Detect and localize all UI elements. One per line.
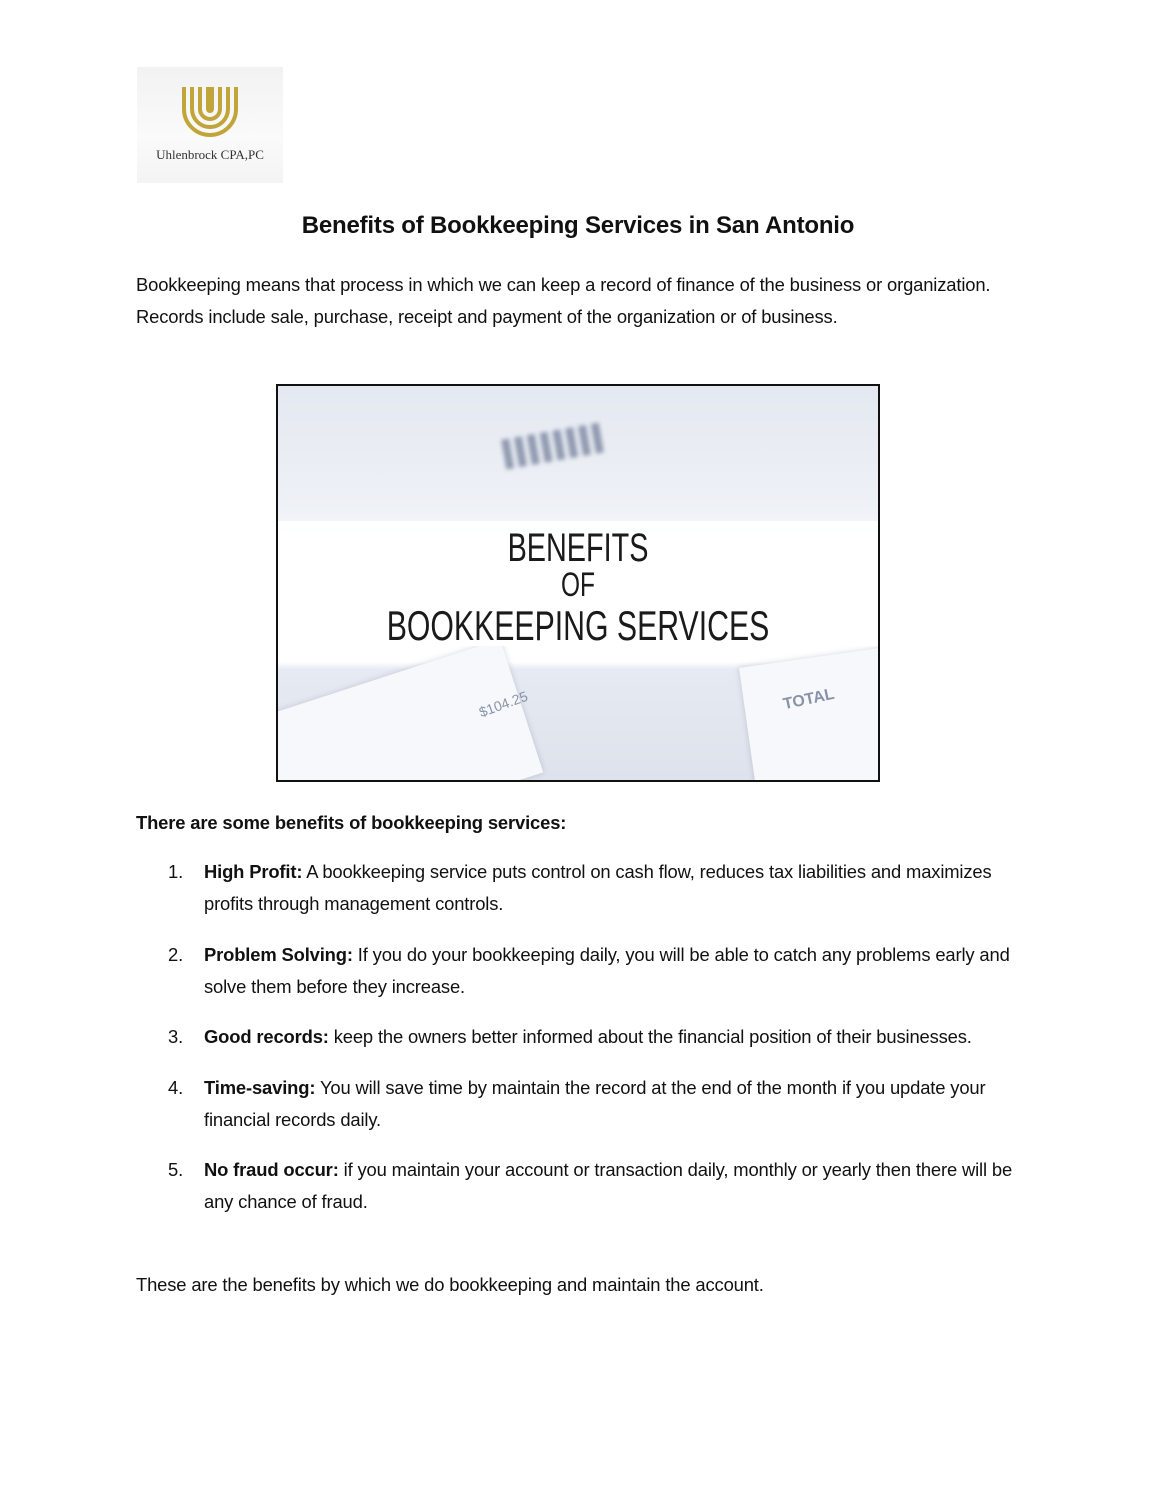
list-item [136, 1021, 1016, 1053]
closing-paragraph: These are the benefits by which we do bookkeeping and maintain the account. [136, 1274, 764, 1295]
item-number: 4. [168, 1076, 184, 1098]
benefits-subheading: There are some benefits of bookkeeping services: [136, 812, 567, 833]
page-title: Benefits of Bookkeeping Services in San Antonio [301, 212, 855, 239]
benefits-banner-image [276, 384, 880, 782]
banner-line-2: OF [561, 566, 595, 604]
logo-mark-icon [180, 83, 240, 141]
item-number: 5. [168, 1159, 184, 1180]
item-number: 1. [168, 861, 184, 882]
receipt-total: TOTAL [781, 685, 836, 714]
item-term: No fraud occur: [204, 1159, 339, 1180]
logo-text: Uhlenbrock CPA,PC [156, 147, 264, 162]
company-logo [137, 67, 283, 183]
item-text: if you maintain your account or transaction daily, monthly or yearly then there will be any chance of fraud. [204, 1159, 1013, 1212]
receipt-amount: $104.25 [476, 687, 530, 721]
item-number: 2. [168, 943, 184, 965]
item-number: 3. [168, 1026, 184, 1047]
list-item [136, 1072, 1016, 1136]
intro-paragraph: Bookkeeping means that process in which we can keep a record of finance of the business or organization. Records include sale, purchase, receipt and payment of the organization or of business. [136, 274, 991, 327]
item-term: High Profit: [204, 861, 303, 882]
banner-line-3: BOOKKEEPING SERVICES [386, 602, 770, 649]
item-text: If you do your bookkeeping daily, you will be able to catch any problems early and solve them before they increase. [204, 943, 1010, 997]
receipt-graphic [739, 646, 880, 782]
item-term: Time-saving: [204, 1076, 316, 1098]
benefits-list [136, 856, 1016, 1237]
list-item [136, 939, 1016, 1003]
list-item [136, 1154, 1016, 1218]
item-text: A bookkeeping service puts control on cash flow, reduces tax liabilities and maximizes profits through management controls. [204, 861, 992, 914]
item-text: You will save time by maintain the record at the end of the month if you update your financial records daily. [204, 1076, 986, 1130]
list-item [136, 856, 1016, 920]
item-text: keep the owners better informed about the financial position of their businesses. [328, 1026, 972, 1047]
item-term: Problem Solving: [204, 943, 353, 965]
banner-line-1: BENEFITS [507, 526, 649, 570]
barcode-graphic [501, 423, 605, 470]
item-term: Good records: [204, 1026, 329, 1047]
